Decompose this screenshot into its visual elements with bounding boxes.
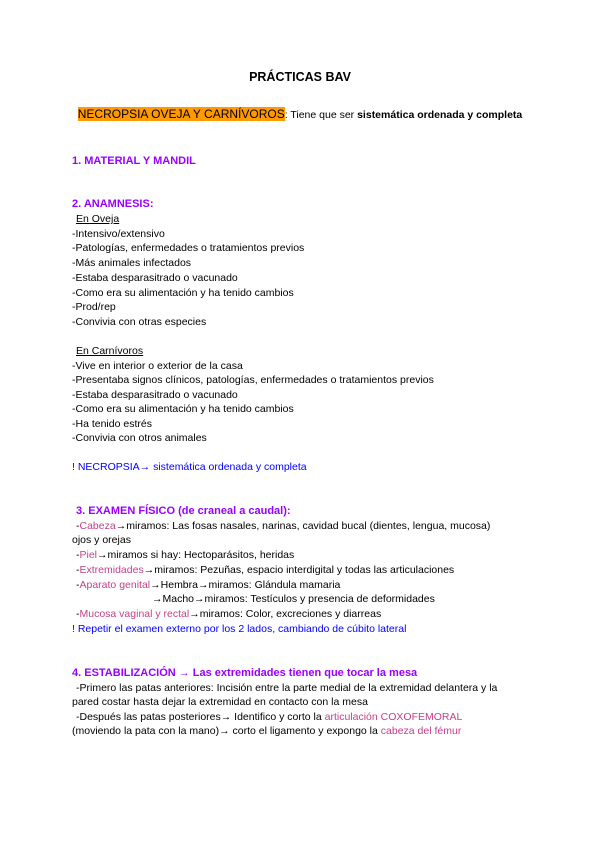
intro-highlight: NECROPSIA OVEJA Y CARNÍVOROS <box>77 107 285 121</box>
p2-text: -Después las patas posteriores→ Identifico y corto la <box>76 711 325 723</box>
extremidades-text: →miramos: Pezuñas, espacio interdigital y todas las articulaciones <box>143 564 455 576</box>
list-item: -Prod/rep <box>72 301 116 313</box>
list-item: -Patologías, enfermedades o tratamientos previos <box>72 242 305 254</box>
list-item: -Convivia con otras especies <box>72 316 207 328</box>
oveja-subheading: En Oveja <box>76 213 120 225</box>
genital-macho-line: →Macho→miramos: Testículos y presencia de deformidades <box>152 593 435 605</box>
list-item: -Presentaba signos clínicos, patologías, enfermedades o tratamientos previos <box>72 374 434 386</box>
list-item: -Como era su alimentación y ha tenido cambios <box>72 287 294 299</box>
list-item: -Vive en interior o exterior de la casa <box>72 360 243 372</box>
intro-paragraph <box>70 107 530 123</box>
list-item: -Convivia con otros animales <box>72 432 207 444</box>
cabeza-continuation: ojos y orejas <box>72 534 131 546</box>
genital-label: Aparato genital <box>79 579 151 591</box>
intro-text: : Tiene que ser <box>284 109 358 121</box>
cabeza-femur-label: cabeza del fémur <box>380 725 462 737</box>
extremidades-line: -Extremidades→miramos: Pezuñas, espacio interdigital y todas las articulaciones <box>76 564 455 576</box>
page-title: PRÁCTICAS BAV <box>249 70 351 84</box>
cabeza-text: →miramos: Las fosas nasales, narinas, cavidad bucal (dientes, lengua, mucosa) <box>115 520 491 532</box>
cabeza-line: -Cabeza→miramos: Las fosas nasales, narinas, cavidad bucal (dientes, lengua, mucosa) <box>76 520 491 532</box>
estabilizacion-p1: -Primero las patas anteriores: Incisión entre la parte medial de la extremidad delantera y la <box>76 682 498 694</box>
list-item: -Estaba desparasitrado o vacunado <box>72 389 238 401</box>
list-item: -Más animales infectados <box>72 257 192 269</box>
estabilizacion-p2 <box>76 710 462 724</box>
carnivoros-subheading: En Carnívoros <box>76 345 144 357</box>
p3-text: (moviendo la pata con la mano)→ corto el ligamento y expongo la <box>72 725 381 737</box>
list-item: -Como era su alimentación y ha tenido cambios <box>72 403 294 415</box>
mucosa-text: →miramos: Color, excreciones y diarreas <box>189 608 382 620</box>
piel-label: Piel <box>79 549 98 561</box>
genital-text: →Hembra→miramos: Glándula mamaria <box>150 579 341 591</box>
list-item: -Intensivo/extensivo <box>72 228 165 240</box>
list-item: -Estaba desparasitrado o vacunado <box>72 272 238 284</box>
necropsia-note: ! NECROPSIA→ sistemática ordenada y completa <box>72 461 307 473</box>
mucosa-label: Mucosa vaginal y rectal <box>79 608 190 620</box>
estabilizacion-p1b: pared costar hasta dejar la extremidad en contacto con la mesa <box>72 696 368 708</box>
extremidades-label: Extremidades <box>79 564 144 576</box>
section-4-heading: 4. ESTABILIZACIÓN → Las extremidades tienen que tocar la mesa <box>72 667 418 679</box>
list-item: -Ha tenido estrés <box>72 418 152 430</box>
estabilizacion-p3 <box>72 724 461 738</box>
section-1-heading: 1. MATERIAL Y MANDIL <box>72 155 196 167</box>
piel-text: →miramos si hay: Hectoparásitos, heridas <box>97 549 295 561</box>
piel-line: -Piel→miramos si hay: Hectoparásitos, heridas <box>76 549 295 561</box>
intro-bold: sistemática ordenada y completa <box>357 109 523 121</box>
genital-line: -Aparato genital→Hembra→miramos: Glándula mamaria <box>76 579 341 591</box>
section-3-heading: 3. EXAMEN FÍSICO (de craneal a caudal): <box>76 505 291 517</box>
mucosa-line: -Mucosa vaginal y rectal→miramos: Color, excreciones y diarreas <box>76 608 382 620</box>
repetir-note: ! Repetir el examen externo por los 2 lados, cambiando de cúbito lateral <box>72 623 407 635</box>
cabeza-label: Cabeza <box>79 520 116 532</box>
coxofemoral-label: articulación COXOFEMORAL <box>324 711 463 723</box>
section-2-heading: 2. ANAMNESIS: <box>72 198 154 210</box>
